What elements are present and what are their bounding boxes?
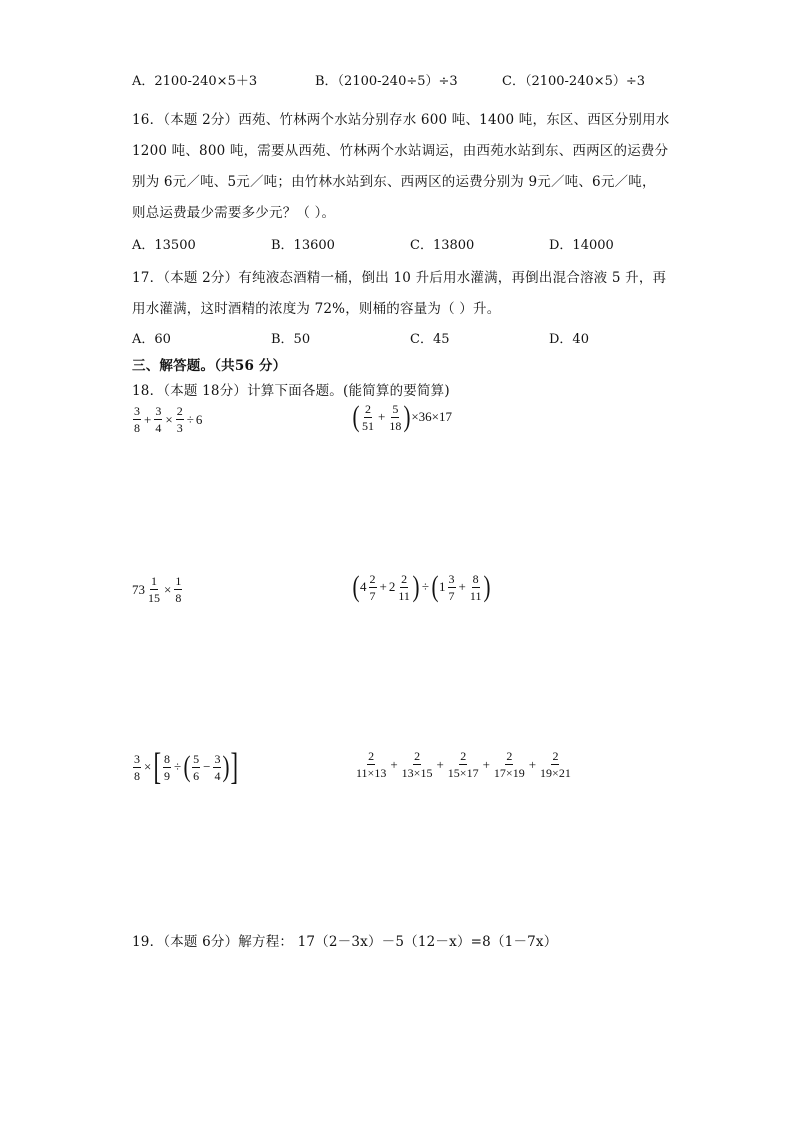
q17-option-b: B．50 [271,332,311,347]
e6-term-3: $\frac{2}{15\times 17}$ [447,749,479,780]
q17-line-2: 用水灌满，这时酒精的浓度为 72%，则桶的容量为（ ）升。 [132,301,501,317]
e6-term-5: $\frac{2}{19\times 21}$ [540,749,571,780]
q18-expression-1: $\frac{3}{8}$ + $\frac{3}{4}$ × $\frac{2}{3}$ ÷ 6 [134,404,203,435]
e6-term-2: $\frac{2}{13\times 15}$ [401,749,433,780]
q16-line-1: 16．（本题 2分）西苑、竹林两个水站分别存水 600 吨、1400 吨，东区、西区分别用水 [132,112,670,128]
q16-line-4: 则总运费最少需要多少元？（ ）。 [132,205,336,221]
q17-option-a: A．60 [132,332,171,347]
q18-expression-5: $\frac{3}{8}$ × [ $\frac{8}{9}$ ÷ ( $\frac{5}{6}$ − $\frac{3}{4}$ ) ] [134,746,239,788]
q18-title: 18．（本题 18分）计算下面各题。(能简算的要简算) [132,383,450,399]
q18-expression-2: ( $\frac{2}{51}$ + $\frac{5}{18}$ ) ×36×17 [352,400,453,433]
q18-expression-3: 73 $\frac{1}{15}$ × $\frac{1}{8}$ [132,574,182,605]
e6-term-1: $\frac{2}{11\times 13}$ [356,749,387,780]
q16-line-3: 别为 6元／吨、5元／吨；由竹林水站到东、西两区的运费分别为 9元／吨、6元／吨， [132,174,656,190]
q15-option-b: B．（2100-240÷5）÷3 [315,74,458,89]
q17-option-d: D．40 [549,332,589,347]
q17-line-1: 17．（本题 2分）有纯液态酒精一桶，倒出 10 升后用水灌满，再倒出混合溶液 5 升，再 [132,270,667,286]
q17-option-c: C．45 [410,332,450,347]
q19-equation: 19．（本题 6分）解方程： 17（2－3x）－5（12－x）=8（1－7x） [132,934,558,950]
e6-term-4: $\frac{2}{17\times 19}$ [493,749,525,780]
q16-option-a: A．13500 [132,238,196,253]
q15-option-a: A．2100-240×5＋3 [132,74,258,89]
q18-expression-6: $\frac{2}{11\times 13}$ + $\frac{2}{13\times 15}$ + $\frac{2}{15\times 17}$ + $\frac{2}{17\times 19}$ + $\frac{2}{19\times 21}$ [356,749,571,780]
q18-expression-4: ( 4 $\frac{2}{7}$ + 2 $\frac{2}{11}$ ) ÷ ( 1 $\frac{3}{7}$ + $\frac{8}{11}$ ) [352,570,491,603]
q15-option-c: C．（2100-240×5）÷3 [502,74,646,89]
section-3-title: 三、解答题。（共56 分） [132,358,287,374]
q16-option-c: C．13800 [410,238,475,253]
q16-option-b: B．13600 [271,238,335,253]
q16-option-d: D．14000 [549,238,614,253]
q16-line-2: 1200 吨、800 吨，需要从西苑、竹林两个水站调运，由西苑水站到东、西两区的运费分 [132,143,669,159]
